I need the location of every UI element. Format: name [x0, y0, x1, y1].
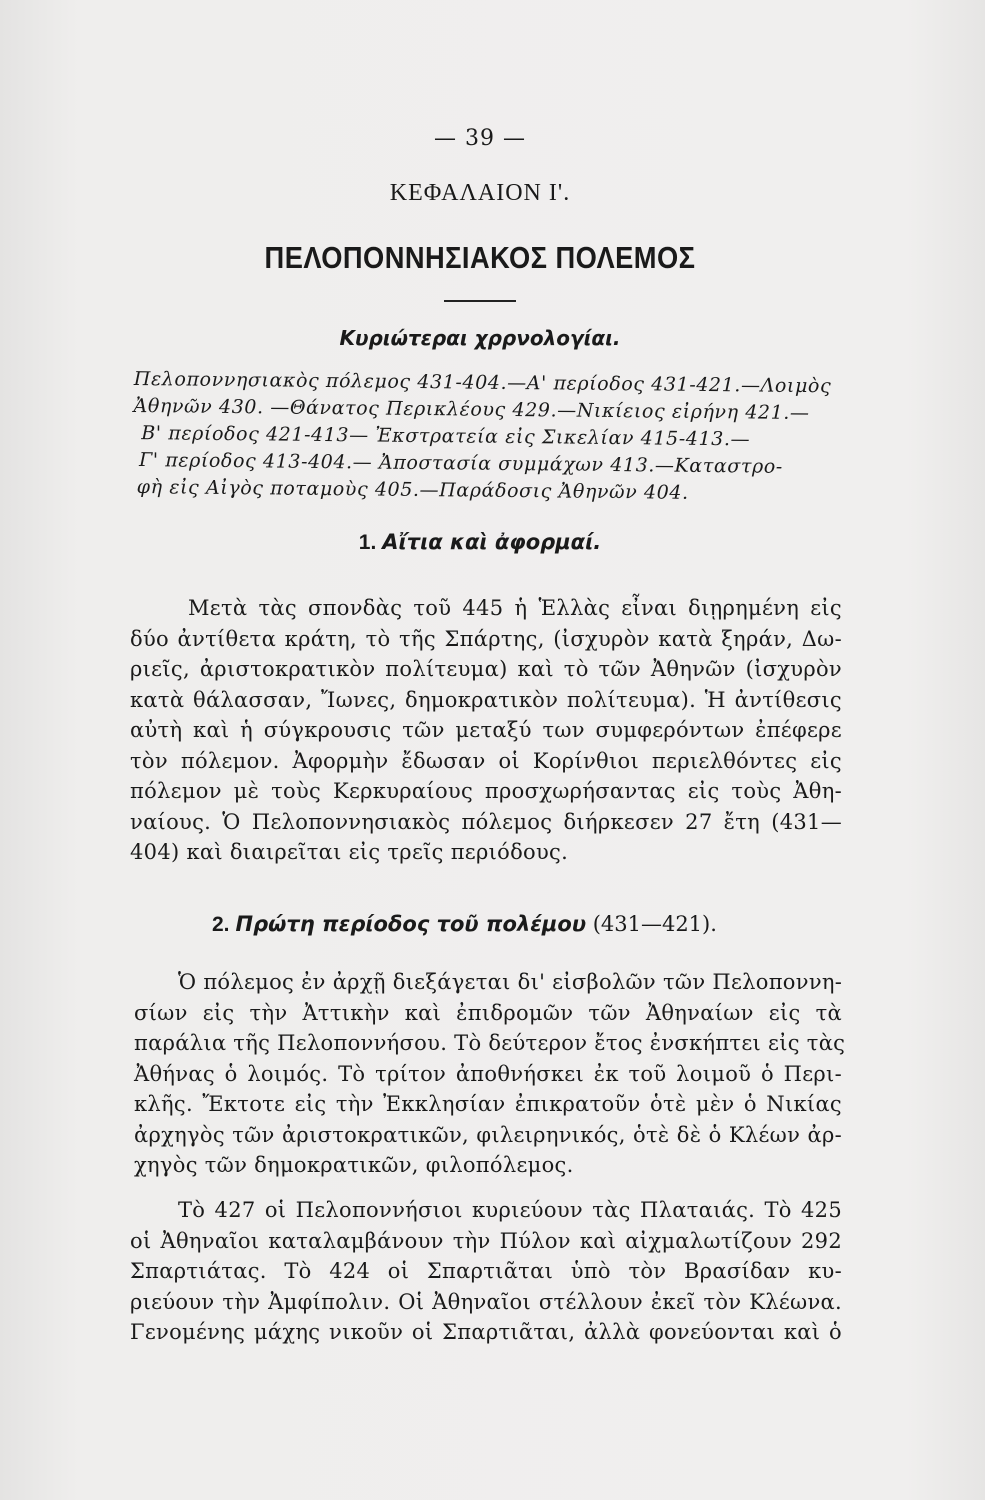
text-line: Μετὰ τὰς σπονδὰς τοῦ 445 ἡ Ἑλλὰς εἶναι διῃρημένη εἰς [188, 596, 842, 620]
section-1-number: 1. [358, 531, 377, 554]
title-rule [444, 300, 516, 302]
chronology-line: Β' περίοδος 421-413— Ἐκστρατεία εἰς Σικελίαν 415-413.— [141, 422, 751, 451]
section-1-heading [120, 530, 840, 555]
text-line: πόλεμον μὲ τοὺς Κερκυραίους προσχωρήσαντας εἰς τοὺς Ἀθη- [130, 779, 842, 803]
text-line: χηγὸς τῶν δημοκρατικῶν, φιλοπόλεμος. [134, 1153, 574, 1177]
text-line: ριεύουν τὴν Ἀμφίπολιν. Οἱ Ἀθηναῖοι στέλλουν ἐκεῖ τὸν Κλέωνα. [130, 1289, 842, 1314]
section-2-title: Πρώτη περίοδος τοῦ πολέμου [235, 912, 586, 936]
text-line: Ὁ πόλεμος ἐν ἀρχῇ διεξάγεται δι' εἰσβολῶν τῶν Πελοποννη- [178, 970, 843, 994]
text-line: κατὰ θάλασσαν, Ἴωνες, δημοκρατικὸν πολίτευμα). Ἡ ἀντίθεσις [130, 687, 842, 712]
chapter-title: ΠΕΛΟΠΟΝΝΗΣΙΑΚΟΣ ΠΟΛΕΜΟΣ [264, 240, 696, 275]
chronology-line: Γ' περίοδος 413-404.— Ἀποστασία συμμάχων 413.—Καταστρο- [138, 449, 783, 478]
chronology-line: Ἀθηνῶν 430. —Θάνατος Περικλέους 429.—Νικίειος εἰρήνη 421.— [133, 394, 810, 425]
text-line: σίων εἰς τὴν Ἀττικὴν καὶ ἐπιδρομῶν τῶν Ἀθηναίων εἰς τὰ [134, 1000, 842, 1025]
chronology-block [133, 366, 834, 508]
chronology-line: φὴ εἰς Αἰγὸς ποταμοὺς 405.—Παράδοσις Ἀθηνῶν 404. [136, 476, 689, 504]
text-line: Ἀθήνας ὁ λοιμός. Τὸ τρίτον ἀποθνήσκει ἐκ τοῦ λοιμοῦ ὁ Περι- [134, 1061, 842, 1086]
text-line: παράλια τῆς Πελοποννήσου. Τὸ δεύτερον ἔτος ἐνσκήπτει εἰς τὰς [134, 1031, 846, 1055]
text-line: Σπαρτιάτας. Τὸ 424 οἱ Σπαρτιᾶται ὑπὸ τὸν Βρασίδαν κυ- [130, 1259, 842, 1283]
section-2-heading [212, 912, 840, 937]
paragraph-1 [130, 593, 842, 868]
text-line: δύο ἀντίθετα κράτη, τὸ τῆς Σπάρτης, (ἰσχυρὸν κατὰ ξηράν, Δω- [130, 626, 842, 651]
text-line: ριεῖς, ἀριστοκρατικὸν πολίτευμα) καὶ τὸ τῶν Ἀθηνῶν (ἰσχυρὸν [130, 657, 842, 681]
text-line: ἀρχηγὸς τῶν ἀριστοκρατικῶν, φιλειρηνικός, ὁτὲ δὲ ὁ Κλέων ἀρ- [134, 1122, 842, 1147]
chronology-heading: Κυριώτεραι χρρνολογίαι. [339, 326, 621, 350]
text-line: Γενομένης μάχης νικοῦν οἱ Σπαρτιᾶται, ἀλλὰ φονεύονται καὶ ὁ [130, 1320, 842, 1344]
text-line: Τὸ 427 οἱ Πελοποννήσιοι κυριεύουν τὰς Πλαταιάς. Τὸ 425 [178, 1198, 842, 1222]
text-line: τὸν πόλεμον. Ἀφορμὴν ἔδωσαν οἱ Κορίνθιοι περιελθόντες εἰς [130, 748, 842, 773]
text-line: κλῆς. Ἔκτοτε εἰς τὴν Ἐκκλησίαν ἐπικρατοῦν ὁτὲ μὲν ὁ Νικίας [134, 1092, 842, 1116]
section-2-range: (431—421). [592, 912, 717, 936]
text-line: οἱ Ἀθηναῖοι καταλαμβάνουν τὴν Πύλον καὶ αἰχμαλωτίζουν 292 [130, 1228, 842, 1253]
section-1-title: Αἴτια καὶ ἀφορμαί. [382, 530, 602, 554]
page-number: — 39 — [434, 126, 526, 151]
text-line: 404) καὶ διαιρεῖται εἰς τρεῖς περιόδους. [130, 840, 569, 864]
paragraph-2 [134, 967, 846, 1181]
text-line: αὐτὴ καὶ ἡ σύγκρουσις τῶν μεταξύ των συμφερόντων ἐπέφερε [130, 718, 842, 742]
text-line: ναίους. Ὁ Πελοποννησιακὸς πόλεμος διήρκεσεν 27 ἔτη (431— [130, 809, 842, 834]
section-2-number: 2. [212, 913, 230, 936]
chapter-label: ΚΕΦΑΛΑΙΟΝ Ι'. [389, 180, 571, 206]
chronology-line: Πελοποννησιακὸς πόλεμος 431-404.—Α' περίοδος 431-421.—Λοιμὸς [133, 367, 832, 398]
paragraph-3 [130, 1195, 842, 1348]
